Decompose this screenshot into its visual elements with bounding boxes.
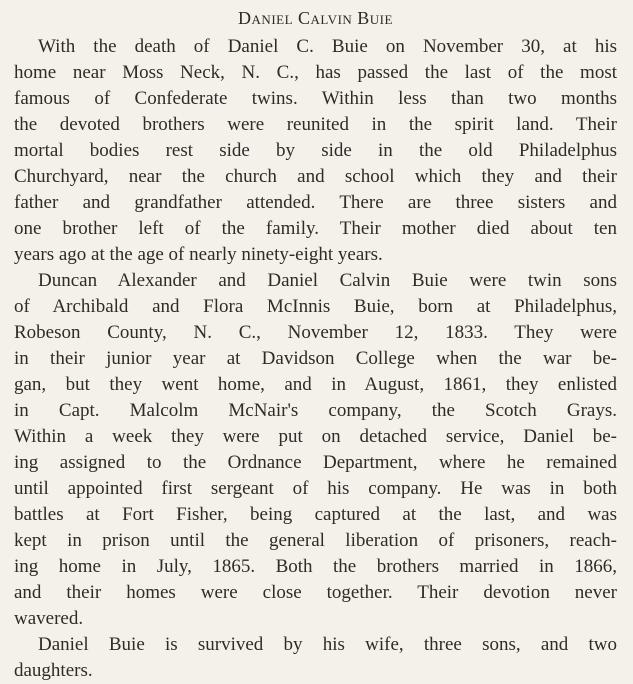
text-line: until appointed first sergeant of his company. He was in both: [14, 478, 617, 499]
text-line: and their homes were close together. Their devotion never: [14, 582, 617, 603]
text-line: the devoted brothers were reunited in the spirit land. Their: [14, 114, 617, 135]
text-line: Robeson County, N. C., November 12, 1833. They were: [14, 322, 617, 343]
text-line: mortal bodies rest side by side in the old Philadelphus: [14, 140, 617, 161]
text-line: one brother left of the family. Their mother died about ten: [14, 218, 617, 239]
text-line: ing assigned to the Ordnance Department, where he remained: [14, 452, 617, 473]
article-title: Daniel Calvin Buie: [238, 8, 393, 28]
text-line: in their junior year at Davidson College when the war be-: [14, 348, 617, 369]
text-line: battles at Fort Fisher, being captured at the last, and was: [14, 504, 617, 525]
text-line: famous of Confederate twins. Within less than two months: [14, 88, 617, 109]
text-line: years ago at the age of nearly ninety-eight years.: [14, 244, 383, 265]
text-line: in Capt. Malcolm McNair's company, the Scotch Grays.: [14, 400, 617, 421]
text-line: Duncan Alexander and Daniel Calvin Buie were twin sons: [38, 270, 617, 291]
text-line: With the death of Daniel C. Buie on November 30, at his: [38, 36, 617, 57]
text-line: daughters.: [14, 660, 93, 681]
text-line: ing home in July, 1865. Both the brothers married in 1866,: [14, 556, 617, 577]
document-page: [14, 6, 617, 681]
text-line: of Archibald and Flora McInnis Buie, born at Philadelphus,: [14, 296, 617, 317]
text-line: home near Moss Neck, N. C., has passed the last of the most: [14, 62, 617, 83]
text-line: gan, but they went home, and in August, 1861, they enlisted: [14, 374, 617, 395]
article-body: [14, 34, 617, 684]
text-line: kept in prison until the general liberation of prisoners, reach-: [14, 530, 617, 551]
text-line: Daniel Buie is survived by his wife, three sons, and two: [38, 634, 617, 655]
text-line: father and grandfather attended. There are three sisters and: [14, 192, 617, 213]
text-line: Churchyard, near the church and school which they and their: [14, 166, 617, 187]
text-line: Within a week they were put on detached service, Daniel be-: [14, 426, 617, 447]
text-line: wavered.: [14, 608, 84, 629]
